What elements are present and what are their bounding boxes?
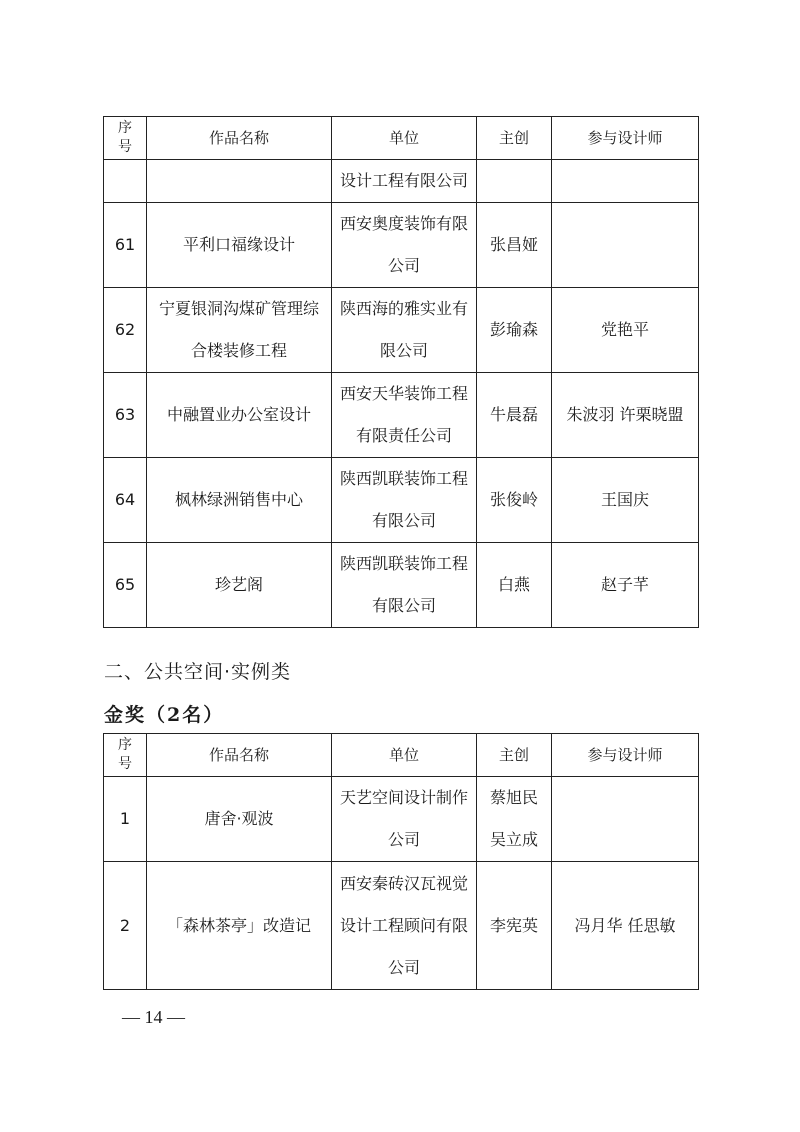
section-title: 二、公共空间·实例类 xyxy=(104,661,292,683)
unit-cell-line: 公司 xyxy=(387,256,420,275)
designers-cell-line: 王国庆 xyxy=(600,490,649,509)
designers-cell xyxy=(552,373,699,458)
header-work-name: 作品名称 xyxy=(147,117,332,160)
work-name-cell-line: 中融置业办公室设计 xyxy=(166,405,311,424)
designers-cell xyxy=(552,543,699,628)
table-row xyxy=(104,203,699,288)
unit-cell-line: 陕西凯联装饰工程 xyxy=(339,554,468,573)
unit-cell-line: 设计工程顾问有限 xyxy=(339,915,468,935)
lead-cell-line: 彭瑜森 xyxy=(489,320,538,339)
designers-cell-line: 朱波羽 许栗晓盟 xyxy=(566,405,684,424)
header-seq-line1: 序 xyxy=(118,120,132,136)
designers-cell-line: 赵子芊 xyxy=(600,575,649,594)
lead-cell xyxy=(477,373,552,458)
unit-cell-line: 西安奥度装饰有限 xyxy=(339,214,468,233)
header-work-name: 作品名称 xyxy=(147,734,332,777)
header-designers: 参与设计师 xyxy=(552,117,699,160)
unit-cell-line: 天艺空间设计制作 xyxy=(339,788,468,807)
unit-cell-line: 限公司 xyxy=(379,341,428,360)
table-gold-award xyxy=(103,733,699,990)
header-seq-line2: 号 xyxy=(118,139,132,155)
lead-cell xyxy=(477,288,552,373)
work-name-cell xyxy=(147,203,332,288)
page-number: — 14 — xyxy=(122,1007,185,1027)
work-name-cell-line: 合楼装修工程 xyxy=(190,341,287,360)
work-name-cell-line: 枫林绿洲销售中心 xyxy=(174,490,303,509)
work-name-cell xyxy=(147,373,332,458)
lead-cell-line: 张俊岭 xyxy=(489,490,538,509)
lead-cell xyxy=(477,777,552,862)
work-name-cell-line: 珍艺阁 xyxy=(214,575,263,594)
unit-cell xyxy=(332,862,477,990)
header-designers: 参与设计师 xyxy=(552,734,699,777)
unit-cell xyxy=(332,203,477,288)
lead-cell-line: 李宪英 xyxy=(489,915,538,935)
work-name-cell xyxy=(147,160,332,203)
unit-cell-line: 陕西凯联装饰工程 xyxy=(339,469,468,488)
header-unit: 单位 xyxy=(332,117,477,160)
seq-cell: 64 xyxy=(104,458,147,543)
lead-cell xyxy=(477,543,552,628)
work-name-cell xyxy=(147,777,332,862)
header-seq xyxy=(104,734,147,777)
unit-cell-line: 西安秦砖汉瓦视觉 xyxy=(339,873,468,893)
table-row xyxy=(104,458,699,543)
work-name-cell xyxy=(147,458,332,543)
designers-cell-line: 党艳平 xyxy=(600,320,649,339)
table-row xyxy=(104,373,699,458)
designers-cell xyxy=(552,288,699,373)
work-name-cell-line: 平利口福缘设计 xyxy=(182,235,295,254)
lead-cell xyxy=(477,458,552,543)
table-row xyxy=(104,777,699,862)
lead-cell xyxy=(477,160,552,203)
designers-cell xyxy=(552,458,699,543)
header-lead: 主创 xyxy=(477,734,552,777)
table-body xyxy=(104,160,699,628)
designers-cell xyxy=(552,160,699,203)
lead-cell-line: 白燕 xyxy=(497,575,530,594)
work-name-cell xyxy=(147,288,332,373)
lead-cell xyxy=(477,203,552,288)
designers-cell-line: 冯月华 任思敏 xyxy=(574,915,676,935)
seq-cell: 1 xyxy=(104,777,147,862)
unit-cell xyxy=(332,777,477,862)
seq-cell: 61 xyxy=(104,203,147,288)
lead-cell-line: 吴立成 xyxy=(489,830,538,849)
table-row xyxy=(104,288,699,373)
unit-cell xyxy=(332,373,477,458)
unit-cell xyxy=(332,543,477,628)
work-name-cell-line: 「森林茶亭」改造记 xyxy=(166,915,311,935)
unit-cell-line: 有限公司 xyxy=(371,511,436,530)
unit-cell-line: 公司 xyxy=(387,957,420,977)
table-award-list-continued xyxy=(103,116,699,628)
unit-cell xyxy=(332,458,477,543)
work-name-cell-line: 宁夏银洞沟煤矿管理综 xyxy=(158,299,319,318)
header-seq-line2: 号 xyxy=(118,756,132,772)
header-seq-line1: 序 xyxy=(118,737,132,753)
table-header-row xyxy=(104,734,699,777)
designers-cell xyxy=(552,777,699,862)
seq-cell: 65 xyxy=(104,543,147,628)
header-lead: 主创 xyxy=(477,117,552,160)
work-name-cell-line: 唐舍·观波 xyxy=(204,809,274,828)
unit-cell-line: 公司 xyxy=(387,830,420,849)
seq-cell: 63 xyxy=(104,373,147,458)
seq-cell: 2 xyxy=(104,862,147,990)
lead-cell-line: 牛晨磊 xyxy=(489,405,538,424)
lead-cell-line: 张昌娅 xyxy=(489,235,538,254)
header-unit: 单位 xyxy=(332,734,477,777)
table-row xyxy=(104,160,699,203)
award-title: 金奖（2名） xyxy=(104,704,225,726)
table-row xyxy=(104,862,699,990)
unit-cell-line: 陕西海的雅实业有 xyxy=(339,299,468,318)
designers-cell xyxy=(552,203,699,288)
lead-cell xyxy=(477,862,552,990)
unit-cell xyxy=(332,160,477,203)
seq-cell: 62 xyxy=(104,288,147,373)
unit-cell-line: 有限公司 xyxy=(371,596,436,615)
designers-cell xyxy=(552,862,699,990)
lead-cell-line: 蔡旭民 xyxy=(489,788,538,807)
unit-cell-line: 有限责任公司 xyxy=(355,426,452,445)
header-seq xyxy=(104,117,147,160)
unit-cell-line: 设计工程有限公司 xyxy=(339,171,468,190)
table-row xyxy=(104,543,699,628)
table-header-row xyxy=(104,117,699,160)
unit-cell xyxy=(332,288,477,373)
work-name-cell xyxy=(147,862,332,990)
unit-cell-line: 西安天华装饰工程 xyxy=(339,384,468,403)
work-name-cell xyxy=(147,543,332,628)
seq-cell xyxy=(104,160,147,203)
table-body xyxy=(104,777,699,990)
